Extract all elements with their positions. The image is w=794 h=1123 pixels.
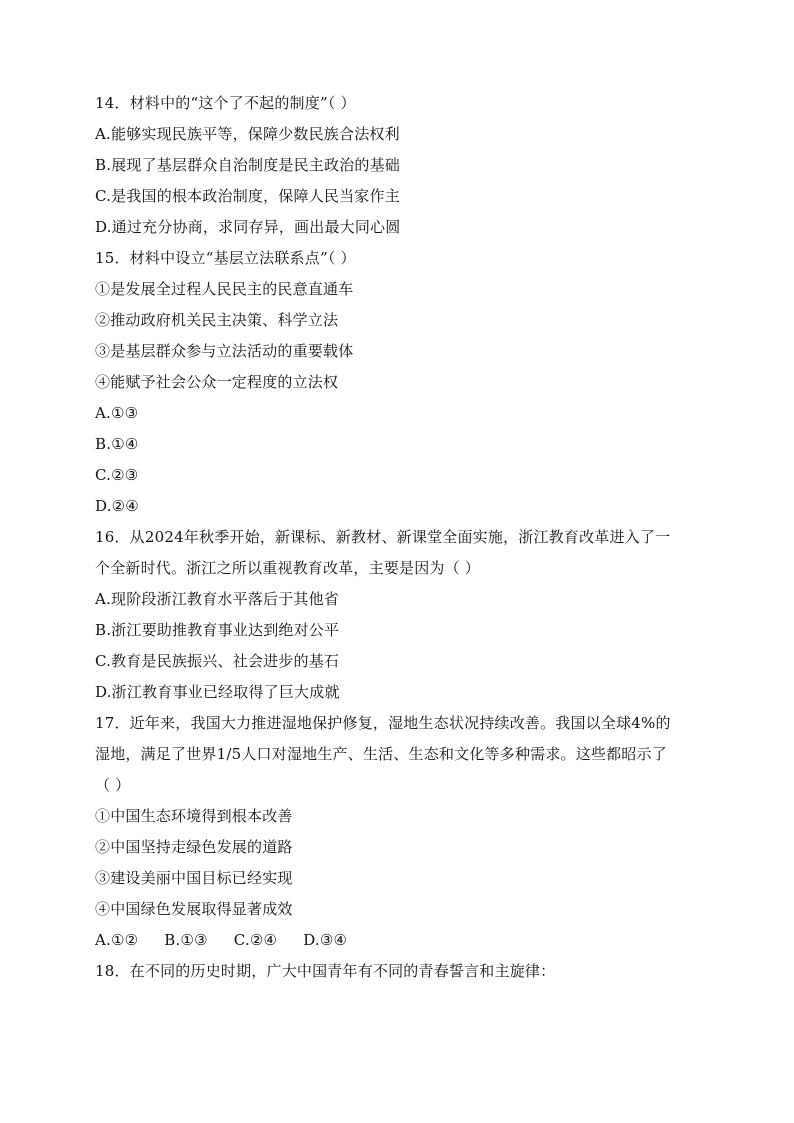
q17-stem-line2: 湿地，满足了世界1/5人口对湿地生产、生活、生态和文化等多种需求。这些都昭示了 [95,745,667,763]
q16-stem-line1: 16．从2024年秋季开始，新课标、新教材、新课堂全面实施，浙江教育改革进入了一 [95,528,671,546]
document-content [95,88,715,987]
q14-option-b: B.展现了基层群众自治制度是民主政治的基础 [95,156,400,174]
q14-option-a: A.能够实现民族平等，保障少数民族合法权利 [95,125,400,143]
q16-option-a: A.现阶段浙江教育水平落后于其他省 [95,590,340,608]
q15-option-d: D.②④ [95,497,139,515]
q17-statement-4: ④中国绿色发展取得显著成效 [95,900,293,918]
q16-option-c: C.教育是民族振兴、社会进步的基石 [95,652,340,670]
q14-stem: 14．材料中的“这个了不起的制度”（ ） [95,94,356,112]
option-spacer [208,925,234,956]
q17-option-b: B.①③ [164,931,208,949]
q16-option-d: D.浙江教育事业已经取得了巨大成就 [95,683,340,701]
q15-stem: 15．材料中设立“基层立法联系点”（ ） [95,249,356,267]
q17-stem-line1: 17．近年来，我国大力推进湿地保护修复，湿地生态状况持续改善。我国以全球4%的 [95,714,671,732]
q15-statement-2: ②推动政府机关民主决策、科学立法 [95,311,339,329]
q17-statement-2: ②中国坚持走绿色发展的道路 [95,838,293,856]
q15-option-b: B.①④ [95,435,139,453]
q15-option-c: C.②③ [95,466,139,484]
q14-option-c: C.是我国的根本政治制度，保障人民当家作主 [95,187,400,205]
q17-statement-1: ①中国生态环境得到根本改善 [95,807,293,825]
q18-stem: 18．在不同的历史时期，广大中国青年有不同的青春誓言和主旋律： [95,962,556,980]
q17-option-c: C.②④ [233,931,278,949]
q15-statement-3: ③是基层群众参与立法活动的重要载体 [95,342,354,360]
q16-option-b: B.浙江要助推教育事业达到绝对公平 [95,621,340,639]
option-spacer [277,925,303,956]
q16-stem-line2: 个全新时代。浙江之所以重视教育改革，主要是因为（ ） [95,559,480,577]
q17-option-d: D.③④ [303,931,348,949]
q17-option-a: A.①② [95,931,139,949]
option-spacer [138,925,164,956]
q17-options-row [95,925,715,956]
q17-statement-3: ③建设美丽中国目标已经实现 [95,869,293,887]
q15-option-a: A.①③ [95,404,139,422]
q15-statement-4: ④能赋予社会公众一定程度的立法权 [95,373,339,391]
q17-stem-line3: （ ） [95,776,131,794]
q14-option-d: D.通过充分协商，求同存异，画出最大同心圆 [95,218,401,236]
q15-statement-1: ①是发展全过程人民民主的民意直通车 [95,280,354,298]
